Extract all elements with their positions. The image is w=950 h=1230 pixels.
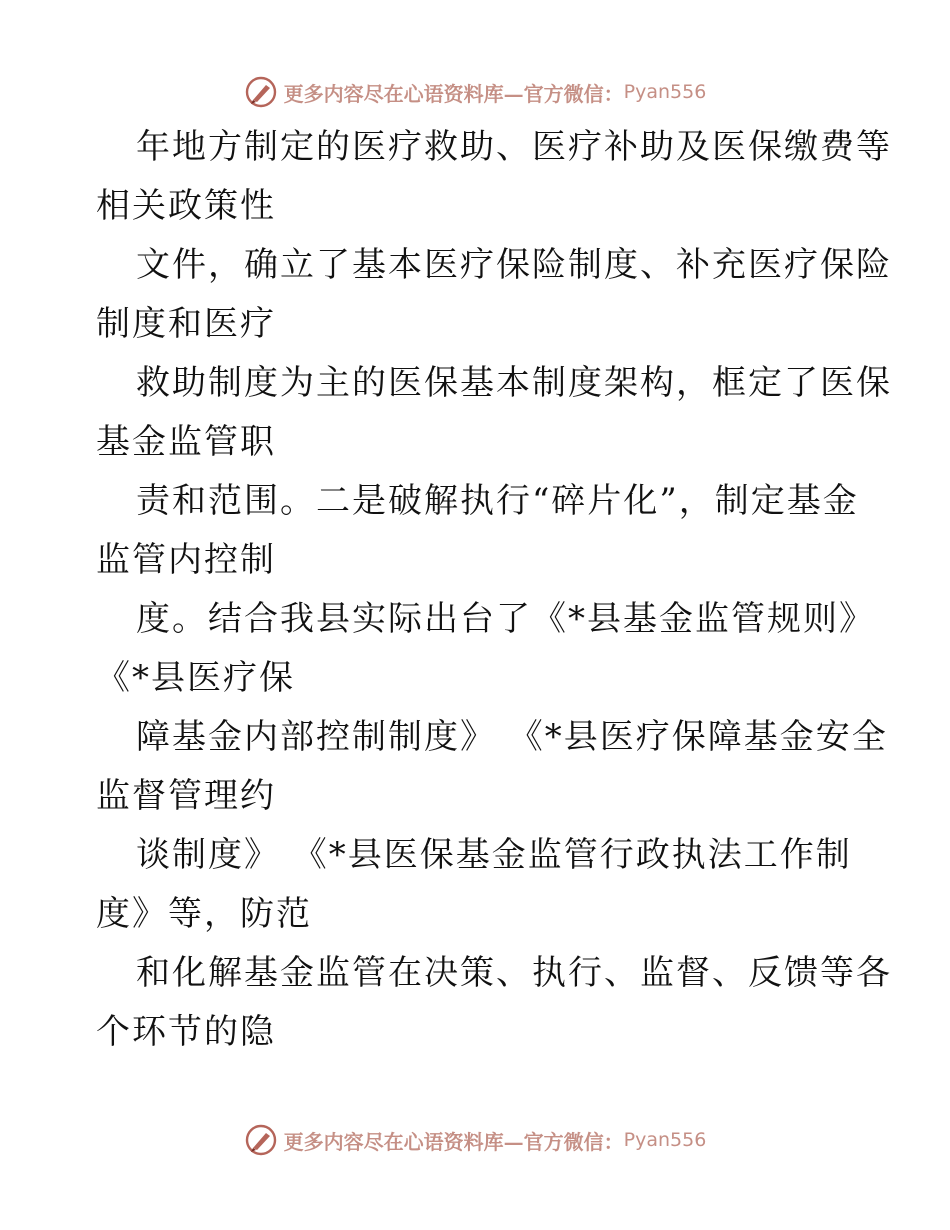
pen-logo-icon (244, 75, 278, 109)
footer-watermark-banner (0, 1120, 950, 1160)
text-line: 度》等，防范 (96, 894, 312, 934)
text-line: 监管内控制 (96, 540, 276, 580)
text-line: 个环节的隐 (96, 1012, 276, 1052)
text-line: 相关政策性 (96, 186, 276, 226)
text-line: 障基金内部控制制度》 《*县医疗保障基金安全 (136, 717, 888, 757)
text-line: 度。结合我县实际出台了《*县基金监管规则》 (136, 599, 875, 639)
text-line: 年地方制定的医疗救助、医疗补助及医保缴费等 (136, 127, 892, 167)
text-line: 谈制度》 《*县医保基金监管行政执法工作制 (136, 835, 852, 875)
text-line: 责和范围。二是破解执行“碎片化”，制定基金 (136, 481, 859, 521)
footer-wechat-id: Pyan556 (623, 1129, 707, 1151)
header-banner-text: 更多内容尽在心语资料库—官方微信： (283, 81, 624, 106)
header-wechat-id: Pyan556 (623, 81, 707, 103)
text-line: 和化解基金监管在决策、执行、监督、反馈等各 (136, 953, 892, 993)
text-line: 制度和医疗 (96, 304, 276, 344)
pen-logo-icon (244, 1123, 278, 1157)
footer-banner-text: 更多内容尽在心语资料库—官方微信： (283, 1129, 624, 1154)
text-line: 监督管理约 (96, 776, 276, 816)
text-line: 基金监管职 (96, 422, 276, 462)
text-line: 救助制度为主的医保基本制度架构，框定了医保 (136, 363, 892, 403)
text-line: 文件，确立了基本医疗保险制度、补充医疗保险 (136, 245, 892, 285)
text-line: 《*县医疗保 (96, 658, 295, 698)
header-watermark-banner (0, 72, 950, 112)
document-body (96, 118, 892, 1062)
